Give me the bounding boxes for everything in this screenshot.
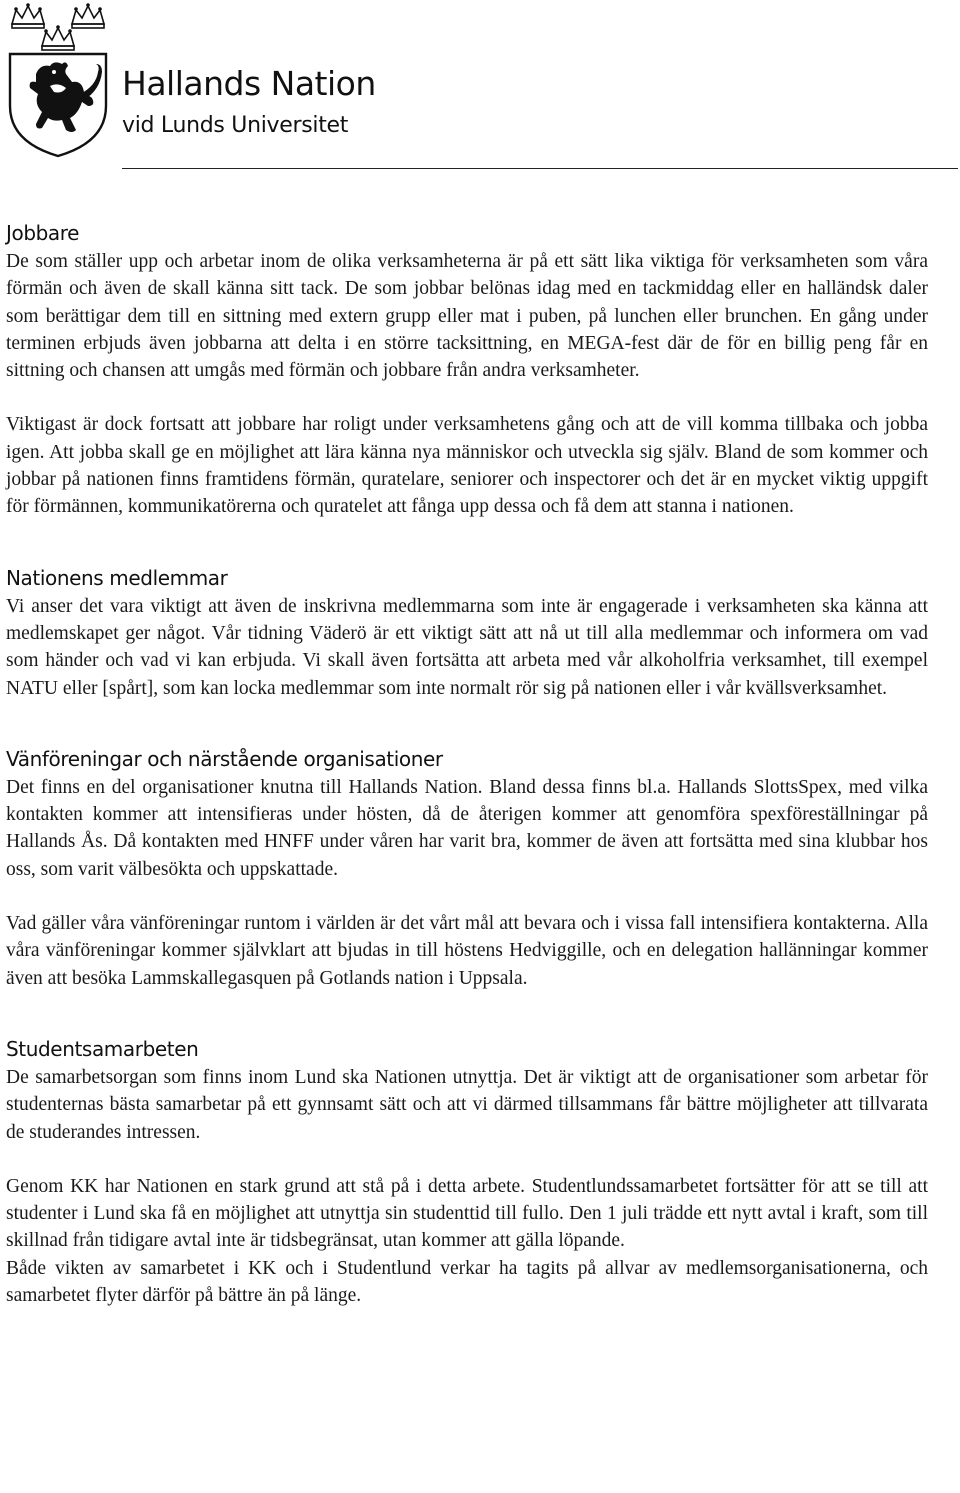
section-title-studentsamarbeten: Studentsamarbeten bbox=[6, 1036, 199, 1061]
section-title-jobbare: Jobbare bbox=[6, 221, 80, 245]
section-studentsamarbeten bbox=[6, 1034, 928, 1309]
coat-of-arms-logo bbox=[6, 2, 110, 158]
paragraph: Genom KK har Nationen en stark grund att stå på i detta arbete. Studentlundssamarbetet fortsätter för att se till att studenter i Lund ska få en möjlighet att utnyttja sin studenttid till fullo. Den 1 juli trädde ett nytt avtal i kraft, som till skillnad från tidigare avtal inte är tidsbegränsat, utan kommer att gälla löpande. bbox=[6, 1175, 928, 1252]
section-medlemmar bbox=[6, 563, 928, 702]
section-title-medlemmar: Nationens medlemmar bbox=[6, 565, 228, 590]
paragraph: Viktigast är dock fortsatt att jobbare har roligt under verksamhetens gång och att de vill komma tillbaka och jobba igen. Att jobba skall ge en möjlighet att lära känna nya människor och utveckla sig själv. Bland de som kommer och jobbar på nationen finns framtidens förmän, quratelare, seniorer och inspectorer och det är en mycket viktig uppgift för förmännen, kommunikatörerna och quratelet att fånga upp dessa och få dem att stanna i nationen. bbox=[6, 414, 928, 518]
organization-subtitle: vid Lunds Universitet bbox=[122, 113, 349, 138]
paragraph: Både vikten av samarbetet i KK och i Studentlund verkar ha tagits på allvar av medlemsorganisationerna, och samarbetet flyter därför på bättre än på länge. bbox=[6, 1257, 928, 1307]
paragraph: De samarbetsorgan som finns inom Lund ska Nationen utnyttja. Det är viktigt att de organisationer som arbetar för studenternas bästa samarbetar på ett gynnsamt sätt och att vi därmed tillsammans får bättre möjligheter att tillvarata de studerandes intressen. bbox=[6, 1066, 928, 1143]
paragraph: Det finns en del organisationer knutna till Hallands Nation. Bland dessa finns bl.a. Hallands SlottsSpex, med vilka kontakten kommer att intensifieras under hösten, då de återigen kommer att genomföra spexföreställningar på Hallands Ås. Då kontakten med HNFF under våren har varit bra, kommer de även att fortsätta med sina klubbar hos oss, som varit välbesökta och uppskattade. bbox=[6, 776, 928, 880]
letterhead bbox=[0, 0, 960, 172]
document-body bbox=[6, 218, 928, 1309]
section-jobbare bbox=[6, 218, 928, 521]
header-divider bbox=[122, 168, 958, 169]
organization-name: Hallands Nation bbox=[122, 64, 376, 103]
paragraph: De som ställer upp och arbetar inom de olika verksamheterna är på ett sätt lika viktiga för verksamheten som våra förmän och även de skall känna sitt tack. De som jobbar belönas idag med en tackmiddag eller en halländsk daler som berättigar dem till en sittning med extern grupp eller mat i puben, på lunchen eller brunchen. En gång under terminen erbjuds även jobbarna att delta i en större tacksittning, en MEGA-fest där de för en billig peng får en sittning och chansen att umgås med förmän och jobbare från andra verksamheter. bbox=[6, 251, 928, 382]
section-title-vanforeningar: Vänföreningar och närstående organisationer bbox=[6, 746, 443, 771]
paragraph: Vad gäller våra vänföreningar runtom i världen är det vårt mål att bevara och i vissa fall intensifiera kontakterna. Alla våra vänföreningar kommer självklart att bjudas in till höstens Hedviggille, och en delegation hallänningar kommer även att besöka Lammskallegasquen på Gotlands nation i Uppsala. bbox=[6, 913, 928, 989]
section-vanforeningar bbox=[6, 744, 928, 992]
paragraph: Vi anser det vara viktigt att även de inskrivna medlemmarna som inte är engagerade i verksamheten ska känna att medlemskapet ger något. Vår tidning Väderö är ett viktigt sätt att nå ut till alla medlemmar och informera om vad som händer och vad vi kan erbjuda. Vi skall även fortsätta att arbeta med vår alkoholfria verksamhet, till exempel NATU eller [spårt], som kan locka medlemmar som inte normalt rör sig på nationen eller i vår kvällsverksamhet. bbox=[6, 595, 928, 699]
